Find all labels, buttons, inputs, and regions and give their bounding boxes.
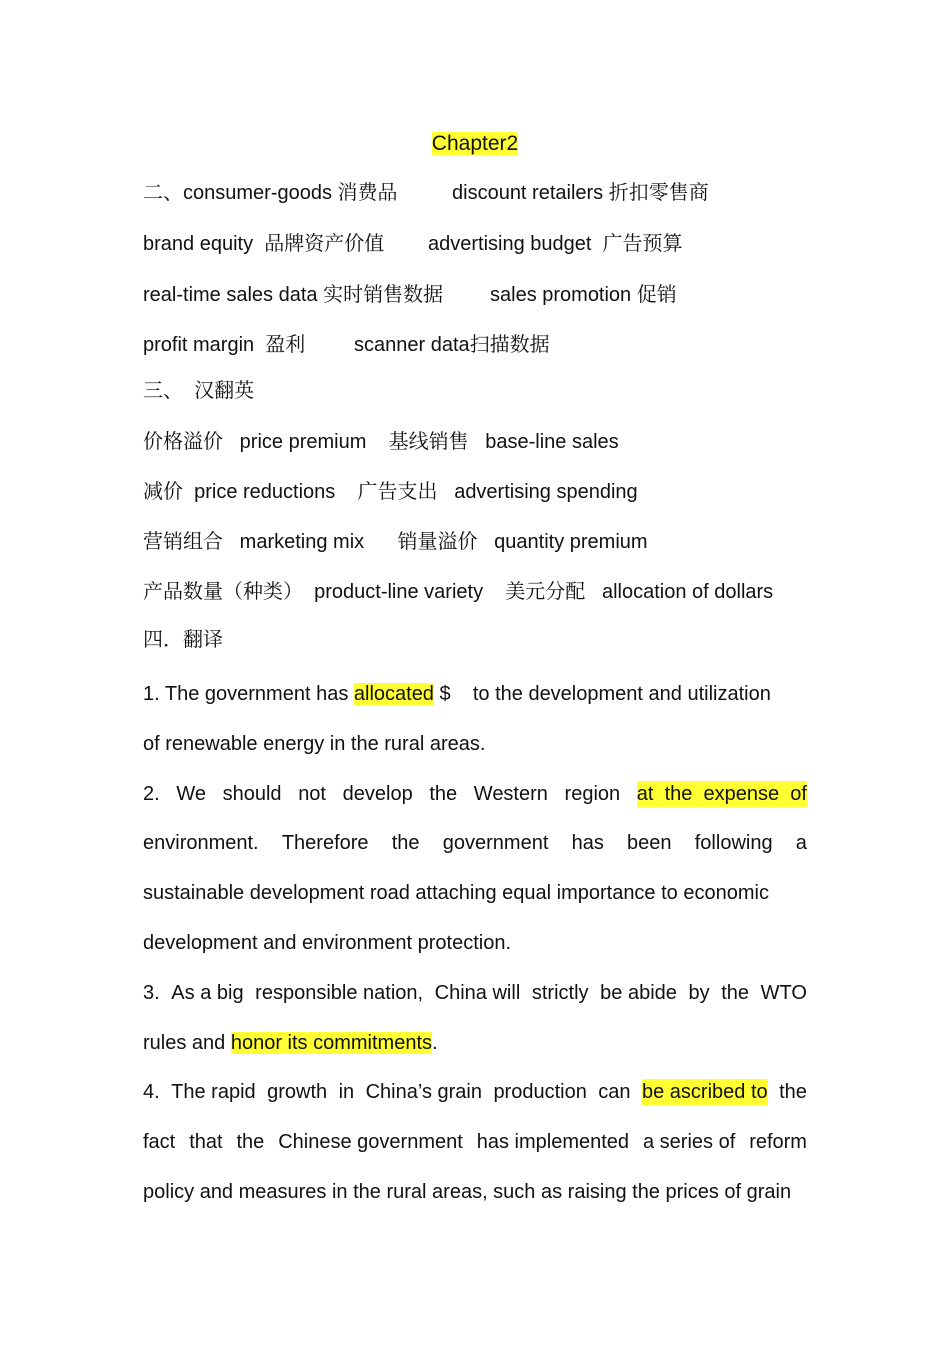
highlighted-phrase: allocated (353, 683, 434, 705)
vocab-term: real-time sales data 实时销售数据 (143, 284, 444, 306)
highlighted-phrase: at the expense of (636, 783, 807, 805)
vocab-row (143, 180, 398, 206)
word: has implemented (476, 1131, 630, 1153)
word: the (779, 1081, 807, 1103)
section-number: 二、 (143, 182, 183, 204)
word: growth (267, 1081, 328, 1103)
vocab-term: scanner data扫描数据 (354, 334, 550, 356)
vocab-row: 价格溢价 price premium 基线销售 base-line sales (143, 431, 619, 453)
word: region (564, 783, 621, 805)
word: Therefore (281, 832, 369, 854)
translation-line (143, 681, 771, 707)
word: should (222, 783, 282, 805)
translation-line: policy and measures in the rural areas, such as raising the prices of grain (143, 1181, 792, 1203)
word: responsible nation, (255, 982, 424, 1004)
word: 2. (143, 783, 160, 805)
chapter-title-text: Chapter2 (431, 132, 519, 155)
word: the (236, 1131, 265, 1153)
translation-line (143, 830, 807, 856)
section-heading: 四．翻译 (143, 629, 223, 651)
word: develop (342, 783, 413, 805)
word: government (442, 832, 549, 854)
translation-line (143, 1030, 438, 1056)
highlighted-phrase: honor its commitments (230, 1032, 433, 1054)
word: environment. (143, 832, 259, 854)
word: been (627, 832, 672, 854)
word: by (688, 982, 710, 1004)
vocab-term: advertising budget 广告预算 (428, 233, 683, 255)
word: that (189, 1131, 223, 1153)
text-run: rules and (143, 1032, 231, 1054)
word: WTO (760, 982, 807, 1004)
word: strictly (531, 982, 589, 1004)
translation-line: of renewable energy in the rural areas. (143, 733, 486, 755)
word: We (176, 783, 206, 805)
vocab-row: 营销组合 marketing mix 销量溢价 quantity premium (143, 531, 648, 553)
word: Chinese government (278, 1131, 463, 1153)
section-heading: 三、 汉翻英 (143, 380, 255, 402)
vocab-term: brand equity 品牌资产价值 (143, 233, 385, 255)
translation-line (143, 980, 807, 1006)
translation-line: sustainable development road attaching equal importance to economic (143, 882, 769, 904)
word: fact (143, 1131, 176, 1153)
vocab-term: consumer-goods 消费品 (183, 182, 398, 204)
word: The rapid (171, 1081, 256, 1103)
word: has (571, 832, 604, 854)
word: China’s grain (365, 1081, 482, 1103)
word: production (493, 1081, 587, 1103)
text-run: $ to the development and utilization (433, 683, 771, 705)
word: As a big (171, 982, 244, 1004)
word: 4. (143, 1081, 160, 1103)
word: Western (473, 783, 548, 805)
highlighted-phrase: be ascribed to (642, 1081, 768, 1103)
vocab-term: discount retailers 折扣零售商 (452, 182, 709, 204)
word: the (429, 783, 458, 805)
translation-line (143, 1129, 807, 1155)
word: can (598, 1081, 631, 1103)
text-run: . (432, 1032, 438, 1054)
vocab-term: profit margin 盈利 (143, 334, 306, 356)
word: a series of (642, 1131, 736, 1153)
word: 3. (143, 982, 160, 1004)
word: be abide (600, 982, 677, 1004)
word: in (338, 1081, 355, 1103)
word: following (694, 832, 773, 854)
translation-line (143, 781, 807, 807)
word: the (721, 982, 750, 1004)
word: reform (749, 1131, 807, 1153)
text-run: 1. The government has (143, 683, 354, 705)
word: a (795, 832, 807, 854)
vocab-row: 产品数量（种类） product-line variety 美元分配 allocation of dollars (143, 581, 774, 603)
word: not (298, 783, 326, 805)
translation-line: development and environment protection. (143, 932, 512, 954)
word: the (391, 832, 420, 854)
vocab-row: 减价 price reductions 广告支出 advertising spending (143, 481, 638, 503)
vocab-term: sales promotion 促销 (490, 284, 677, 306)
translation-line (143, 1079, 807, 1105)
word: China will (434, 982, 521, 1004)
chapter-title (0, 130, 950, 157)
